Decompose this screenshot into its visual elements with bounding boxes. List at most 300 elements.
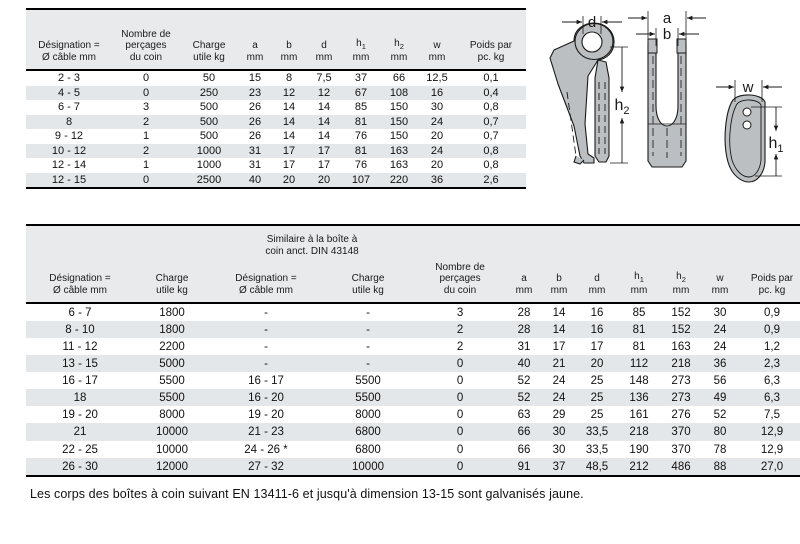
- dim-label-h1: [768, 135, 783, 155]
- table-cell: 6800: [322, 423, 414, 440]
- table-cell: 2200: [159, 341, 185, 354]
- table-cell: 14: [317, 130, 331, 143]
- front-view-drawing: [628, 10, 706, 167]
- table-cell: 17: [306, 144, 342, 159]
- dim-label-h1-letter: h: [768, 135, 778, 152]
- table-cell: 5500: [134, 389, 210, 406]
- header-line-2: mm: [280, 52, 298, 64]
- table-cell: 40: [238, 173, 272, 189]
- group-spacer-right: [414, 225, 800, 259]
- table-cell: 16 - 17: [62, 375, 98, 388]
- table-cell: 0: [456, 375, 464, 388]
- table-cell: 12 - 15: [26, 173, 112, 189]
- table-row: [26, 389, 800, 406]
- header-line-1: Nombre de: [435, 261, 485, 273]
- table-two-container: [26, 224, 794, 477]
- header-line-2: pc. kg: [758, 285, 786, 297]
- table-cell: 0,1: [483, 72, 499, 84]
- col-header-nombre-percages: [414, 259, 506, 303]
- header-subscript: 2: [399, 42, 404, 52]
- header-line-1: d: [321, 40, 327, 52]
- table-cell: 9 - 12: [54, 130, 84, 143]
- table-cell: 81: [618, 321, 660, 338]
- table-row: [26, 303, 800, 321]
- table-cell: 6 - 7: [57, 101, 80, 114]
- header-line-2: mm: [550, 285, 568, 297]
- table-one-head: [26, 9, 526, 70]
- header-line-1: w: [716, 273, 724, 285]
- table-cell: 28: [517, 307, 531, 319]
- table-cell: 52: [517, 375, 531, 388]
- table-cell: 2: [456, 341, 464, 354]
- table-cell: 16 - 20: [210, 389, 322, 406]
- table-cell: 81: [342, 144, 380, 159]
- table-cell: 33,5: [585, 443, 609, 456]
- table-cell: 17: [552, 341, 566, 354]
- header-line-2: mm: [246, 52, 264, 64]
- table-cell: 25: [590, 409, 604, 422]
- table-cell: 37: [354, 72, 368, 84]
- table-cell: 4 - 5: [26, 86, 112, 101]
- table-cell: 2: [414, 321, 506, 338]
- table-row: [26, 372, 800, 389]
- table-cell: 0: [456, 409, 464, 422]
- table-cell: 1: [142, 130, 150, 143]
- header-line-1: h: [634, 271, 640, 283]
- header-line-1: Nombre de: [121, 28, 171, 40]
- col-header-designation: [26, 9, 112, 70]
- table-cell: 5500: [322, 389, 414, 406]
- table-cell: 52: [506, 389, 542, 406]
- table-cell: 2500: [180, 173, 238, 189]
- table-cell: 12,9: [760, 443, 784, 456]
- table-two-header-row: [26, 259, 800, 303]
- table-cell: 66: [392, 72, 406, 84]
- table-cell: 0: [414, 355, 506, 372]
- table-cell: 370: [660, 423, 702, 440]
- table-cell: 163: [671, 341, 691, 354]
- table-cell: 27,0: [738, 458, 800, 476]
- table-cell: -: [210, 321, 322, 338]
- table-cell: 1800: [159, 307, 185, 319]
- header-line-1: Poids par: [750, 273, 794, 285]
- table-cell: 273: [660, 389, 702, 406]
- table-cell: 81: [632, 341, 646, 354]
- table-cell: -: [366, 341, 370, 354]
- table-cell: 40: [506, 355, 542, 372]
- table-cell: 218: [660, 355, 702, 372]
- wedge-view-drawing: [716, 79, 784, 182]
- table-cell: 24: [418, 144, 456, 159]
- table-cell: -: [366, 307, 370, 319]
- table-cell: 20: [430, 130, 444, 143]
- table-cell: 16: [590, 307, 604, 319]
- header-line-1: Charge: [155, 273, 189, 285]
- header-line-1: Charge: [192, 40, 226, 52]
- table-cell: 26 - 30: [26, 458, 134, 476]
- table-row: [26, 338, 800, 355]
- dim-label-h2-sub: 2: [623, 105, 630, 117]
- header-line-2: utile kg: [156, 285, 188, 297]
- table-cell: 10000: [322, 458, 414, 476]
- side-view-drawing: [550, 14, 630, 164]
- col-header-poids: [738, 259, 800, 303]
- header-line-2: mm: [352, 52, 370, 64]
- header-subscript: 1: [639, 275, 644, 285]
- table-cell: 1: [142, 159, 150, 172]
- table-cell: 17: [590, 341, 604, 354]
- table-cell: 7,5: [316, 72, 332, 84]
- col-header-h2: [380, 9, 418, 70]
- group-label-line-2: coin anct. DIN 43148: [265, 246, 359, 258]
- table-cell: 14: [306, 115, 342, 130]
- header-line-1: h: [356, 38, 362, 50]
- table-cell: 0,8: [483, 101, 499, 114]
- table-cell: 500: [199, 130, 219, 143]
- dimensions-table-two: [26, 224, 800, 477]
- table-cell: -: [322, 355, 414, 372]
- col-header-b: [542, 259, 576, 303]
- group-header-din43148: [210, 225, 414, 259]
- table-cell: 18: [26, 389, 134, 406]
- table-cell: 250: [180, 86, 238, 101]
- table-cell: 91: [506, 458, 542, 476]
- table-cell: 8: [285, 72, 293, 84]
- table-cell: 1000: [196, 159, 222, 172]
- header-line-1: a: [521, 273, 527, 285]
- table-cell: -: [322, 321, 414, 338]
- table-cell: 6,3: [738, 389, 800, 406]
- table-cell: 12: [306, 86, 342, 101]
- table-cell: 31: [517, 341, 531, 354]
- table-cell: 63: [517, 409, 531, 422]
- table-cell: 0: [142, 72, 150, 84]
- table-cell: 1,2: [764, 341, 781, 354]
- dim-label-a: a: [662, 10, 672, 27]
- table-row: [26, 115, 526, 130]
- table-cell: 1800: [134, 321, 210, 338]
- table-cell: 80: [702, 423, 738, 440]
- table-cell: 3: [142, 101, 150, 114]
- wedge-hole-lower: [743, 121, 751, 129]
- header-subscript: 1: [361, 42, 366, 52]
- table-cell: 220: [380, 173, 418, 189]
- table-cell: 24: [552, 375, 566, 388]
- table-cell: 161: [629, 409, 649, 422]
- table-cell: 218: [618, 423, 660, 440]
- front-body-outline: [648, 44, 686, 167]
- table-cell: 8 - 10: [26, 321, 134, 338]
- header-line-2: perçages: [439, 273, 481, 285]
- col-header-designation: [26, 259, 134, 303]
- table-cell: 0,7: [456, 115, 526, 130]
- table-cell: 31: [238, 144, 272, 159]
- header-line-2: mm: [672, 285, 690, 297]
- table-cell: 25: [590, 375, 604, 388]
- table-cell: 0: [112, 86, 180, 101]
- table-cell: 10 - 12: [26, 144, 112, 159]
- table-cell: 19 - 20: [62, 409, 98, 422]
- header-line-3: du coin: [443, 285, 477, 297]
- table-cell: 0,9: [738, 321, 800, 338]
- table-cell: 6 - 7: [68, 307, 92, 319]
- table-cell: 112: [618, 355, 660, 372]
- table-row: [26, 144, 526, 159]
- table-cell: -: [210, 355, 322, 372]
- table-cell: 0: [414, 423, 506, 440]
- table-cell: 50: [202, 72, 216, 84]
- table-cell: 2,6: [456, 173, 526, 189]
- table-two-group-row: [26, 225, 800, 259]
- wedge-hole-upper: [743, 108, 751, 116]
- table-cell: 56: [713, 375, 727, 388]
- table-cell: 36: [702, 355, 738, 372]
- col-header-d: [306, 9, 342, 70]
- table-cell: 78: [713, 443, 727, 456]
- table-one-container: [26, 8, 526, 189]
- table-cell: 11 - 12: [62, 341, 98, 354]
- table-cell: 0: [414, 458, 506, 476]
- side-eye-bore: [582, 32, 602, 52]
- col-header-h1: [342, 9, 380, 70]
- table-cell: 16: [576, 321, 618, 338]
- col-header-h1: [618, 259, 660, 303]
- table-cell: 16: [418, 86, 456, 101]
- dim-label-h1-sub: 1: [777, 143, 784, 155]
- table-cell: 500: [199, 101, 219, 114]
- table-cell: 0: [112, 173, 180, 189]
- header-line-2: Ø câble mm: [42, 52, 96, 64]
- table-cell: 28: [506, 321, 542, 338]
- table-cell: 16 - 17: [248, 375, 284, 388]
- table-row: [26, 441, 800, 458]
- header-line-1: h: [676, 271, 682, 283]
- header-line-2: mm: [390, 52, 408, 64]
- group-label-line-1: Similaire à la boîte à: [266, 234, 358, 246]
- table-cell: 2,3: [738, 355, 800, 372]
- table-row: [26, 86, 526, 101]
- table-row: [26, 423, 800, 440]
- header-line-1: w: [433, 40, 441, 52]
- header-line-1: b: [556, 273, 562, 285]
- col-header-h2: [660, 259, 702, 303]
- table-cell: 108: [380, 86, 418, 101]
- col-header-poids: [456, 9, 526, 70]
- dim-label-h2: [614, 97, 629, 117]
- table-cell: 49: [702, 389, 738, 406]
- table-cell: 1000: [180, 144, 238, 159]
- table-cell: 107: [342, 173, 380, 189]
- table-cell: 5500: [159, 375, 185, 388]
- col-header-charge-utile-din: [322, 259, 414, 303]
- table-row: [26, 158, 526, 173]
- col-header-nombre-percages: [112, 9, 180, 70]
- table-cell: 0: [414, 389, 506, 406]
- dimensions-table-one: [26, 8, 526, 189]
- col-header-w: [418, 9, 456, 70]
- table-cell: 26: [238, 115, 272, 130]
- table-cell: 212: [618, 458, 660, 476]
- table-cell: 12000: [134, 458, 210, 476]
- table-cell: 24: [702, 321, 738, 338]
- header-subscript: 2: [681, 275, 686, 285]
- table-cell: 3: [456, 307, 464, 319]
- table-cell: 30: [430, 101, 444, 114]
- col-header-charge-utile: [180, 9, 238, 70]
- table-row: [26, 458, 800, 476]
- table-cell: 370: [671, 443, 691, 456]
- table-cell: 27 - 32: [210, 458, 322, 476]
- col-header-charge-utile: [134, 259, 210, 303]
- table-row: [26, 173, 526, 189]
- col-header-a: [238, 9, 272, 70]
- header-line-1: Désignation =: [38, 40, 100, 52]
- table-cell: 20: [430, 159, 444, 172]
- table-cell: 26: [248, 130, 262, 143]
- table-cell: 150: [380, 115, 418, 130]
- group-spacer-left-2: [134, 225, 210, 259]
- table-cell: 30: [542, 423, 576, 440]
- header-line-1: b: [286, 40, 292, 52]
- table-row: [26, 355, 800, 372]
- table-cell: 31: [248, 159, 262, 172]
- table-cell: -: [264, 307, 268, 319]
- table-cell: 2 - 3: [57, 72, 80, 84]
- table-cell: 14: [272, 115, 306, 130]
- table-cell: 66: [506, 423, 542, 440]
- table-cell: -: [264, 341, 268, 354]
- header-line-2: mm: [630, 285, 648, 297]
- col-header-a: [506, 259, 542, 303]
- header-line-1: Poids par: [469, 40, 513, 52]
- header-line-1: h: [394, 38, 400, 50]
- table-cell: 0,4: [456, 86, 526, 101]
- table-cell: 30: [552, 443, 566, 456]
- table-cell: 12,5: [426, 72, 448, 84]
- table-one-header-row: [26, 9, 526, 70]
- table-cell: 14: [282, 130, 296, 143]
- table-cell: 13 - 15: [26, 355, 134, 372]
- table-cell: 10000: [134, 423, 210, 440]
- table-cell: 14: [317, 101, 331, 114]
- table-cell: 276: [671, 409, 691, 422]
- header-line-2: Ø câble mm: [239, 285, 293, 297]
- table-cell: 0,9: [764, 307, 781, 319]
- dim-label-w: w: [742, 79, 754, 96]
- footnote-text: Les corps des boîtes à coin suivant EN 13411-6 et jusqu'à dimension 13-15 sont galvanisés jaune.: [30, 487, 584, 501]
- table-cell: 81: [342, 115, 380, 130]
- table-cell: 6800: [355, 443, 381, 456]
- table-cell: 67: [342, 86, 380, 101]
- table-two-body: [26, 303, 800, 476]
- col-header-w: [702, 259, 738, 303]
- group-spacer-left: [26, 225, 134, 259]
- table-cell: 20: [306, 173, 342, 189]
- table-cell: 24: [542, 389, 576, 406]
- header-line-2: mm: [588, 285, 606, 297]
- table-cell: 88: [702, 458, 738, 476]
- table-cell: 190: [629, 443, 649, 456]
- table-one-body: [26, 70, 526, 188]
- header-line-2: mm: [515, 285, 533, 297]
- table-cell: 23: [238, 86, 272, 101]
- side-leg: [595, 60, 609, 162]
- table-cell: 14: [542, 321, 576, 338]
- table-cell: 19 - 20: [248, 409, 284, 422]
- table-cell: 150: [389, 101, 409, 114]
- header-line-2: perçages: [125, 40, 167, 52]
- table-cell: 0,8: [483, 159, 499, 172]
- table-cell: 33,5: [576, 423, 618, 440]
- table-cell: 6,3: [764, 375, 781, 388]
- table-cell: 22 - 25: [62, 443, 98, 456]
- table-cell: 152: [660, 321, 702, 338]
- table-cell: 8000: [159, 409, 185, 422]
- table-cell: 7,5: [764, 409, 781, 422]
- table-row: [26, 100, 526, 115]
- table-cell: 17: [272, 144, 306, 159]
- header-line-1: a: [252, 40, 258, 52]
- header-line-2: mm: [428, 52, 446, 64]
- table-two-head: [26, 225, 800, 303]
- table-cell: 12 - 14: [51, 159, 87, 172]
- table-cell: 48,5: [576, 458, 618, 476]
- col-header-b: [272, 9, 306, 70]
- table-cell: 76: [354, 130, 368, 143]
- technical-drawings: [536, 6, 800, 220]
- table-cell: 8: [26, 115, 112, 130]
- table-row: [26, 321, 800, 338]
- table-row: [26, 70, 526, 86]
- table-cell: 150: [389, 130, 409, 143]
- header-line-2: pc. kg: [477, 52, 505, 64]
- table-cell: 24 - 26 *: [244, 443, 288, 456]
- header-line-1: d: [594, 273, 600, 285]
- table-cell: 36: [418, 173, 456, 189]
- table-cell: 10000: [156, 443, 188, 456]
- table-cell: 29: [552, 409, 566, 422]
- table-cell: 8000: [355, 409, 381, 422]
- header-line-2: utile kg: [193, 52, 225, 64]
- table-cell: 20: [272, 173, 306, 189]
- col-header-d: [576, 259, 618, 303]
- header-line-2: mm: [315, 52, 333, 64]
- table-cell: 25: [576, 389, 618, 406]
- table-cell: 21: [26, 423, 134, 440]
- table-cell: 152: [671, 307, 691, 319]
- table-cell: 24: [418, 115, 456, 130]
- table-row: [26, 129, 526, 144]
- table-cell: 12: [272, 86, 306, 101]
- table-cell: 273: [671, 375, 691, 388]
- table-cell: 5500: [355, 375, 381, 388]
- table-cell: 0,8: [456, 144, 526, 159]
- dim-label-b: b: [662, 26, 672, 43]
- col-header-designation-din: [210, 259, 322, 303]
- dim-label-h2-letter: h: [614, 97, 624, 114]
- header-line-1: Désignation =: [49, 273, 111, 285]
- drawings-svg: [536, 6, 800, 220]
- table-cell: 17: [317, 159, 331, 172]
- table-cell: 21 - 23: [210, 423, 322, 440]
- table-cell: 76: [354, 159, 368, 172]
- table-cell: 30: [713, 307, 727, 319]
- table-cell: 37: [542, 458, 576, 476]
- table-cell: 0,7: [483, 130, 499, 143]
- table-cell: 14: [282, 101, 296, 114]
- table-cell: 26: [248, 101, 262, 114]
- table-cell: 21: [542, 355, 576, 372]
